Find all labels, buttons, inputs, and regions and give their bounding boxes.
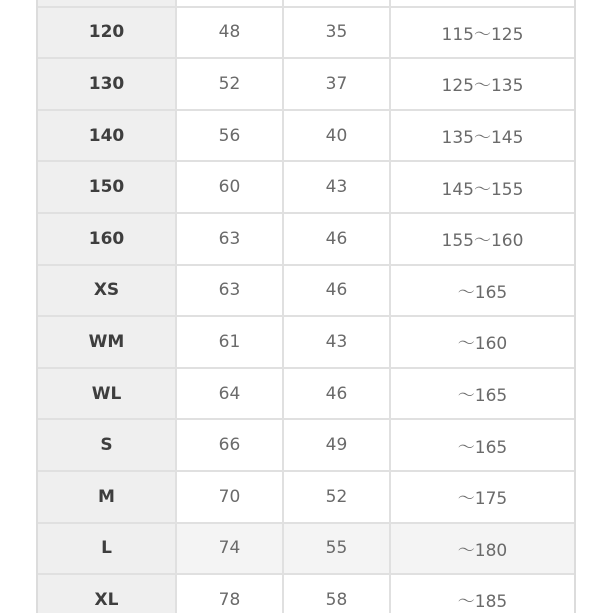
measurement-cell: 64 (177, 369, 284, 421)
size-label-cell: M (38, 472, 177, 524)
size-label-cell: XS (38, 266, 177, 318)
height-range-cell: 145～155 (391, 162, 574, 214)
size-label-cell: L (38, 524, 177, 576)
size-label-cell: S (38, 420, 177, 472)
measurement-cell: 43 (284, 162, 391, 214)
table-row (38, 214, 574, 266)
size-label-cell (38, 0, 177, 8)
table-row (38, 8, 574, 60)
measurement-cell: 58 (284, 575, 391, 613)
height-range-cell: 155～160 (391, 214, 574, 266)
measurement-cell: 37 (284, 59, 391, 111)
measurement-cell (177, 0, 284, 8)
measurement-cell: 46 (284, 369, 391, 421)
size-label-cell: 120 (38, 8, 177, 60)
measurement-cell: 40 (284, 111, 391, 163)
table-row (38, 472, 574, 524)
size-label-cell: WM (38, 317, 177, 369)
table-row (38, 317, 574, 369)
measurement-cell: 48 (177, 8, 284, 60)
size-label-cell: 160 (38, 214, 177, 266)
height-range-cell: ～185 (391, 575, 574, 613)
height-range-cell: ～180 (391, 524, 574, 576)
size-label-cell: XL (38, 575, 177, 613)
table-row (38, 575, 574, 613)
size-label-cell: WL (38, 369, 177, 421)
size-label-cell: 130 (38, 59, 177, 111)
measurement-cell: 61 (177, 317, 284, 369)
height-range-cell: ～160 (391, 317, 574, 369)
height-range-cell: 135～145 (391, 111, 574, 163)
measurement-cell: 52 (177, 59, 284, 111)
measurement-cell: 66 (177, 420, 284, 472)
height-range-cell: ～165 (391, 369, 574, 421)
size-label-cell: 150 (38, 162, 177, 214)
measurement-cell: 78 (177, 575, 284, 613)
table-row (38, 266, 574, 318)
measurement-cell: 70 (177, 472, 284, 524)
measurement-cell: 46 (284, 266, 391, 318)
height-range-cell: 115～125 (391, 8, 574, 60)
measurement-cell: 55 (284, 524, 391, 576)
measurement-cell: 63 (177, 214, 284, 266)
table-row (38, 59, 574, 111)
measurement-cell: 35 (284, 8, 391, 60)
size-chart-table (36, 0, 576, 613)
size-chart-body (38, 0, 574, 613)
size-label-cell: 140 (38, 111, 177, 163)
height-range-cell (391, 0, 574, 8)
height-range-cell: ～175 (391, 472, 574, 524)
height-range-cell: 125～135 (391, 59, 574, 111)
table-row (38, 0, 574, 8)
measurement-cell: 52 (284, 472, 391, 524)
height-range-cell: ～165 (391, 420, 574, 472)
height-range-cell: ～165 (391, 266, 574, 318)
measurement-cell: 43 (284, 317, 391, 369)
measurement-cell: 63 (177, 266, 284, 318)
measurement-cell: 60 (177, 162, 284, 214)
measurement-cell: 46 (284, 214, 391, 266)
table-row (38, 420, 574, 472)
table-row (38, 524, 574, 576)
measurement-cell (284, 0, 391, 8)
table-row (38, 369, 574, 421)
measurement-cell: 56 (177, 111, 284, 163)
measurement-cell: 49 (284, 420, 391, 472)
measurement-cell: 74 (177, 524, 284, 576)
table-row (38, 162, 574, 214)
table-row (38, 111, 574, 163)
